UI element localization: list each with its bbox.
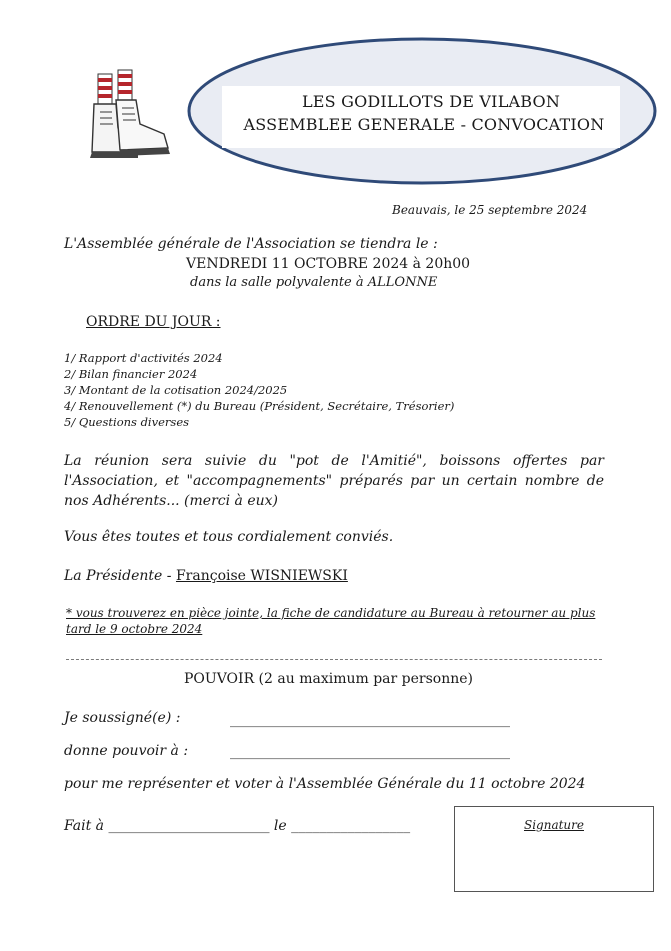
agenda-item: 4/ Renouvellement (*) du Bureau (Président, Secrétaire, Trésorier) [64,399,455,413]
president-label: La Présidente - [64,568,176,584]
done-at-line[interactable]: Fait à _______________________ le _________________ [64,818,411,834]
represent-text: pour me représenter et voter à l'Assemblée Générale du 11 octobre 2024 [64,776,586,792]
give-power-label: donne pouvoir à : [64,743,189,759]
meeting-place: dans la salle polyvalente à ALLONNE [190,275,438,290]
reception-paragraph: La réunion sera suivie du "pot de l'Amitié", boissons offertes par l'Association, et "accompagnements" préparés par un certain nombre de nos Adhérents... (merci à eux) [64,453,604,509]
proxy-title: POUVOIR (2 au maximum par personne) [184,671,473,687]
cut-line-divider [66,659,602,660]
footnote: * vous trouverez en pièce jointe, la fiche de candidature au Bureau à retourner au plus tard le 9 octobre 2024 [66,606,596,636]
agenda-item: 5/ Questions diverses [64,415,190,429]
agenda-item: 1/ Rapport d'activités 2024 [64,351,223,365]
agenda-item: 3/ Montant de la cotisation 2024/2025 [64,383,288,397]
undersigned-label: Je soussigné(e) : [64,710,181,726]
undersigned-blank[interactable]: ________________________________________ [230,712,510,728]
invitation-text: Vous êtes toutes et tous cordialement conviés. [64,529,394,545]
association-name: LES GODILLOTS DE VILABON [301,92,561,111]
intro-text: L'Assemblée générale de l'Association se tiendra le : [64,236,438,252]
signature-label: Signature [523,818,584,832]
date-line: Beauvais, le 25 septembre 2024 [392,203,588,217]
agenda-list [64,350,454,430]
president-signature-line [64,568,348,584]
agenda-title: ORDRE DU JOUR : [86,314,221,330]
meeting-date: VENDREDI 11 OCTOBRE 2024 à 20h00 [186,256,471,272]
president-name: Françoise WISNIEWSKI [175,568,348,584]
document-title: ASSEMBLEE GENERALE - CONVOCATION [243,115,605,134]
boots-logo-icon [86,68,176,166]
give-power-blank[interactable]: ________________________________________ [230,744,510,760]
agenda-item: 2/ Bilan financier 2024 [64,367,198,381]
